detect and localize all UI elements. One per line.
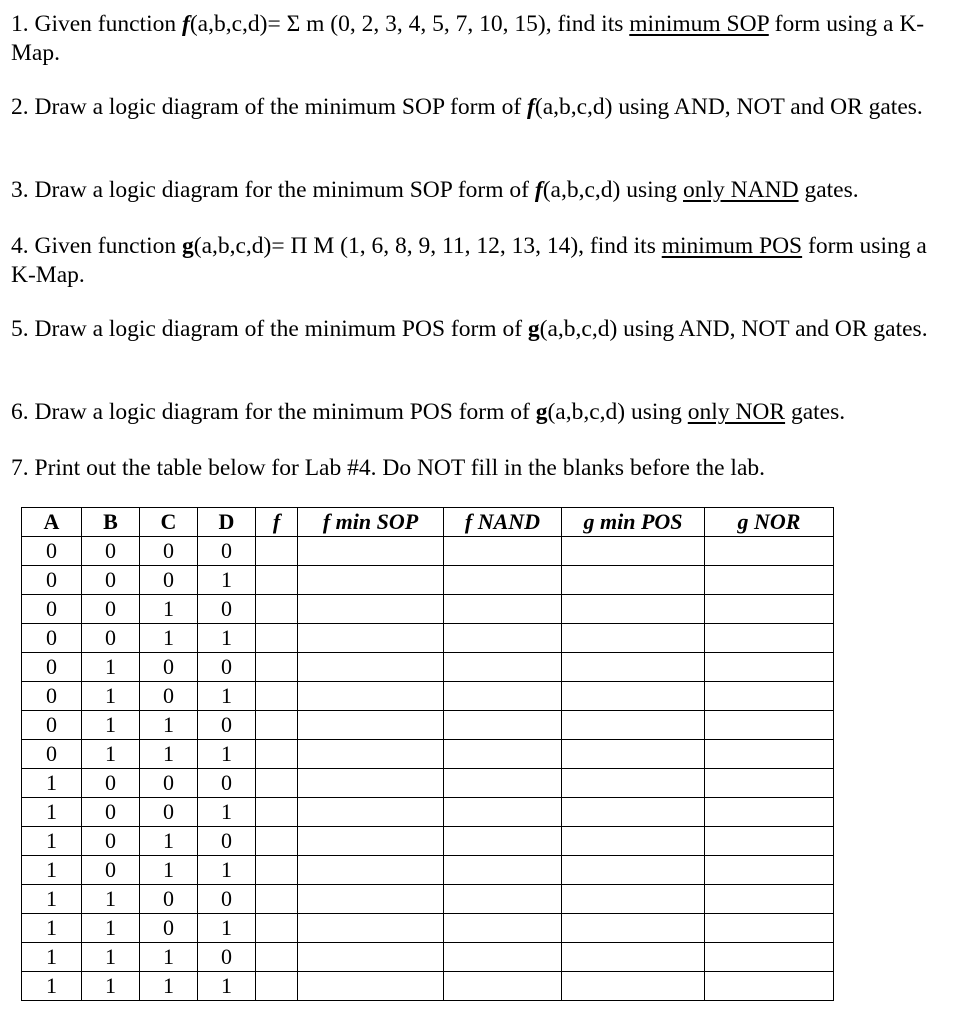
g-nor-blank-cell xyxy=(705,711,834,740)
g-min-pos-blank-cell xyxy=(562,624,705,653)
f-nand-blank-cell xyxy=(444,827,562,856)
table-row xyxy=(22,711,834,740)
b-cell: 1 xyxy=(82,885,140,914)
a-cell: 1 xyxy=(22,943,82,972)
question-6 xyxy=(11,398,936,427)
f-min-sop-blank-cell xyxy=(298,566,444,595)
question-1 xyxy=(11,10,936,68)
a-cell: 0 xyxy=(22,682,82,711)
f-nand-blank-cell xyxy=(444,972,562,1001)
d-cell: 1 xyxy=(198,740,256,769)
f-blank-cell xyxy=(256,914,298,943)
f-blank-cell xyxy=(256,653,298,682)
d-cell: 1 xyxy=(198,624,256,653)
f-nand-blank-cell xyxy=(444,885,562,914)
a-cell: 1 xyxy=(22,827,82,856)
truth-table xyxy=(21,507,834,1001)
q4-expression: (a,b,c,d)= Π M (1, 6, 8, 9, 11, 12, 13, 14), find its xyxy=(193,233,662,259)
b-cell: 0 xyxy=(82,827,140,856)
q2-suffix: (a,b,c,d) using AND, NOT and OR gates. xyxy=(534,94,923,120)
q1-prefix: 1. Given function xyxy=(11,11,182,37)
f-min-sop-blank-cell xyxy=(298,682,444,711)
g-nor-blank-cell xyxy=(705,769,834,798)
table-row xyxy=(22,769,834,798)
f-blank-cell xyxy=(256,972,298,1001)
f-min-sop-blank-cell xyxy=(298,537,444,566)
table-row xyxy=(22,624,834,653)
table-row xyxy=(22,914,834,943)
d-cell: 0 xyxy=(198,653,256,682)
f-blank-cell xyxy=(256,798,298,827)
q4-function-name: g xyxy=(182,233,194,259)
b-cell: 1 xyxy=(82,740,140,769)
f-nand-blank-cell xyxy=(444,856,562,885)
c-cell: 0 xyxy=(140,914,198,943)
c-cell: 0 xyxy=(140,798,198,827)
c-cell: 1 xyxy=(140,711,198,740)
c-cell: 1 xyxy=(140,856,198,885)
g-nor-blank-cell xyxy=(705,595,834,624)
f-min-sop-blank-cell xyxy=(298,740,444,769)
g-min-pos-blank-cell xyxy=(562,914,705,943)
q3-underlined: only NAND xyxy=(683,177,799,203)
a-cell: 0 xyxy=(22,537,82,566)
header-d: D xyxy=(198,508,256,537)
g-min-pos-blank-cell xyxy=(562,566,705,595)
b-cell: 0 xyxy=(82,595,140,624)
f-nand-blank-cell xyxy=(444,769,562,798)
q6-middle: (a,b,c,d) using xyxy=(547,399,688,425)
q6-function-name: g xyxy=(535,399,548,425)
q6-underlined: only NOR xyxy=(687,399,786,425)
b-cell: 0 xyxy=(82,537,140,566)
f-min-sop-blank-cell xyxy=(298,595,444,624)
q7-text: 7. Print out the table below for Lab #4. Do NOT fill in the blanks before the lab. xyxy=(11,455,766,481)
q5-function-name: g xyxy=(527,316,540,342)
header-g-min-pos: g min POS xyxy=(562,508,705,537)
f-blank-cell xyxy=(256,943,298,972)
c-cell: 0 xyxy=(140,769,198,798)
table-row xyxy=(22,798,834,827)
g-min-pos-blank-cell xyxy=(562,653,705,682)
g-nor-blank-cell xyxy=(705,827,834,856)
a-cell: 1 xyxy=(22,856,82,885)
f-blank-cell xyxy=(256,537,298,566)
c-cell: 0 xyxy=(140,653,198,682)
question-4 xyxy=(11,232,936,290)
question-2 xyxy=(11,93,936,122)
g-min-pos-blank-cell xyxy=(562,711,705,740)
f-min-sop-blank-cell xyxy=(298,885,444,914)
c-cell: 1 xyxy=(140,827,198,856)
f-blank-cell xyxy=(256,827,298,856)
d-cell: 0 xyxy=(198,595,256,624)
f-nand-blank-cell xyxy=(444,711,562,740)
f-nand-blank-cell xyxy=(444,682,562,711)
f-nand-blank-cell xyxy=(444,943,562,972)
q3-middle: (a,b,c,d) using xyxy=(542,177,684,203)
question-3 xyxy=(11,176,936,205)
table-row xyxy=(22,885,834,914)
f-min-sop-blank-cell xyxy=(298,711,444,740)
c-cell: 0 xyxy=(140,682,198,711)
q4-suffix: form using a K-Map. xyxy=(11,233,927,288)
f-nand-blank-cell xyxy=(444,653,562,682)
g-nor-blank-cell xyxy=(705,682,834,711)
q5-prefix: 5. Draw a logic diagram of the minimum POS form of xyxy=(11,316,528,342)
f-blank-cell xyxy=(256,769,298,798)
f-nand-blank-cell xyxy=(444,798,562,827)
g-nor-blank-cell xyxy=(705,740,834,769)
question-7 xyxy=(11,454,936,483)
d-cell: 1 xyxy=(198,798,256,827)
a-cell: 1 xyxy=(22,914,82,943)
g-nor-blank-cell xyxy=(705,972,834,1001)
g-min-pos-blank-cell xyxy=(562,798,705,827)
f-min-sop-blank-cell xyxy=(298,769,444,798)
q3-function-name: f xyxy=(534,177,543,203)
header-f-min-sop: f min SOP xyxy=(298,508,444,537)
g-min-pos-blank-cell xyxy=(562,885,705,914)
q3-suffix: gates. xyxy=(798,177,859,203)
d-cell: 0 xyxy=(198,943,256,972)
q4-prefix: 4. Given function xyxy=(11,233,182,259)
f-blank-cell xyxy=(256,885,298,914)
f-nand-blank-cell xyxy=(444,566,562,595)
table-row xyxy=(22,653,834,682)
g-nor-blank-cell xyxy=(705,798,834,827)
b-cell: 0 xyxy=(82,798,140,827)
a-cell: 1 xyxy=(22,885,82,914)
g-nor-blank-cell xyxy=(705,943,834,972)
a-cell: 1 xyxy=(22,972,82,1001)
g-nor-blank-cell xyxy=(705,856,834,885)
c-cell: 1 xyxy=(140,624,198,653)
question-5 xyxy=(11,315,936,344)
f-nand-blank-cell xyxy=(444,624,562,653)
f-nand-blank-cell xyxy=(444,595,562,624)
q4-underlined: minimum POS xyxy=(661,233,803,259)
f-blank-cell xyxy=(256,566,298,595)
table-row xyxy=(22,972,834,1001)
q1-function-name: f xyxy=(182,11,190,37)
g-min-pos-blank-cell xyxy=(562,856,705,885)
d-cell: 0 xyxy=(198,537,256,566)
g-min-pos-blank-cell xyxy=(562,972,705,1001)
table-row xyxy=(22,537,834,566)
header-f: f xyxy=(256,508,298,537)
header-b: B xyxy=(82,508,140,537)
b-cell: 0 xyxy=(82,624,140,653)
f-blank-cell xyxy=(256,624,298,653)
table-row xyxy=(22,740,834,769)
header-c: C xyxy=(140,508,198,537)
d-cell: 1 xyxy=(198,682,256,711)
f-min-sop-blank-cell xyxy=(298,798,444,827)
b-cell: 1 xyxy=(82,972,140,1001)
d-cell: 1 xyxy=(198,972,256,1001)
g-nor-blank-cell xyxy=(705,914,834,943)
q6-suffix: gates. xyxy=(785,399,846,425)
q1-suffix: form using a K-Map. xyxy=(11,11,925,66)
a-cell: 0 xyxy=(22,595,82,624)
d-cell: 1 xyxy=(198,856,256,885)
a-cell: 0 xyxy=(22,711,82,740)
g-nor-blank-cell xyxy=(705,566,834,595)
d-cell: 0 xyxy=(198,711,256,740)
f-min-sop-blank-cell xyxy=(298,653,444,682)
d-cell: 0 xyxy=(198,827,256,856)
f-min-sop-blank-cell xyxy=(298,943,444,972)
f-nand-blank-cell xyxy=(444,740,562,769)
f-blank-cell xyxy=(256,595,298,624)
f-min-sop-blank-cell xyxy=(298,827,444,856)
table-row xyxy=(22,943,834,972)
table-row xyxy=(22,595,834,624)
g-min-pos-blank-cell xyxy=(562,740,705,769)
f-min-sop-blank-cell xyxy=(298,856,444,885)
b-cell: 1 xyxy=(82,943,140,972)
f-blank-cell xyxy=(256,740,298,769)
a-cell: 0 xyxy=(22,653,82,682)
f-nand-blank-cell xyxy=(444,914,562,943)
q3-prefix: 3. Draw a logic diagram for the minimum SOP form of xyxy=(11,177,535,203)
a-cell: 0 xyxy=(22,624,82,653)
g-min-pos-blank-cell xyxy=(562,682,705,711)
f-blank-cell xyxy=(256,856,298,885)
g-nor-blank-cell xyxy=(705,653,834,682)
f-nand-blank-cell xyxy=(444,537,562,566)
b-cell: 1 xyxy=(82,682,140,711)
f-min-sop-blank-cell xyxy=(298,972,444,1001)
b-cell: 1 xyxy=(82,711,140,740)
c-cell: 0 xyxy=(140,566,198,595)
table-row xyxy=(22,566,834,595)
table-row xyxy=(22,682,834,711)
g-min-pos-blank-cell xyxy=(562,537,705,566)
g-min-pos-blank-cell xyxy=(562,943,705,972)
table-row xyxy=(22,827,834,856)
q2-prefix: 2. Draw a logic diagram of the minimum SOP form of xyxy=(11,94,528,120)
g-nor-blank-cell xyxy=(705,537,834,566)
c-cell: 1 xyxy=(140,740,198,769)
q6-prefix: 6. Draw a logic diagram for the minimum POS form of xyxy=(11,399,536,425)
header-a: A xyxy=(22,508,82,537)
d-cell: 0 xyxy=(198,885,256,914)
f-blank-cell xyxy=(256,682,298,711)
table-row xyxy=(22,856,834,885)
q5-suffix: (a,b,c,d) using AND, NOT and OR gates. xyxy=(539,316,928,342)
b-cell: 0 xyxy=(82,769,140,798)
g-min-pos-blank-cell xyxy=(562,827,705,856)
g-min-pos-blank-cell xyxy=(562,595,705,624)
a-cell: 1 xyxy=(22,798,82,827)
d-cell: 1 xyxy=(198,914,256,943)
g-nor-blank-cell xyxy=(705,885,834,914)
q1-expression: (a,b,c,d)= Σ m (0, 2, 3, 4, 5, 7, 10, 15), find its xyxy=(189,11,630,37)
header-f-nand: f NAND xyxy=(444,508,562,537)
c-cell: 1 xyxy=(140,595,198,624)
d-cell: 0 xyxy=(198,769,256,798)
q1-underlined: minimum SOP xyxy=(629,11,769,37)
truth-table-header-row xyxy=(22,508,834,537)
g-min-pos-blank-cell xyxy=(562,769,705,798)
f-min-sop-blank-cell xyxy=(298,914,444,943)
d-cell: 1 xyxy=(198,566,256,595)
g-nor-blank-cell xyxy=(705,624,834,653)
b-cell: 1 xyxy=(82,653,140,682)
c-cell: 0 xyxy=(140,537,198,566)
a-cell: 1 xyxy=(22,769,82,798)
a-cell: 0 xyxy=(22,740,82,769)
header-g-nor: g NOR xyxy=(705,508,834,537)
b-cell: 1 xyxy=(82,914,140,943)
f-blank-cell xyxy=(256,711,298,740)
b-cell: 0 xyxy=(82,856,140,885)
f-min-sop-blank-cell xyxy=(298,624,444,653)
c-cell: 1 xyxy=(140,943,198,972)
c-cell: 1 xyxy=(140,972,198,1001)
a-cell: 0 xyxy=(22,566,82,595)
b-cell: 0 xyxy=(82,566,140,595)
c-cell: 0 xyxy=(140,885,198,914)
q2-function-name: f xyxy=(527,94,535,120)
